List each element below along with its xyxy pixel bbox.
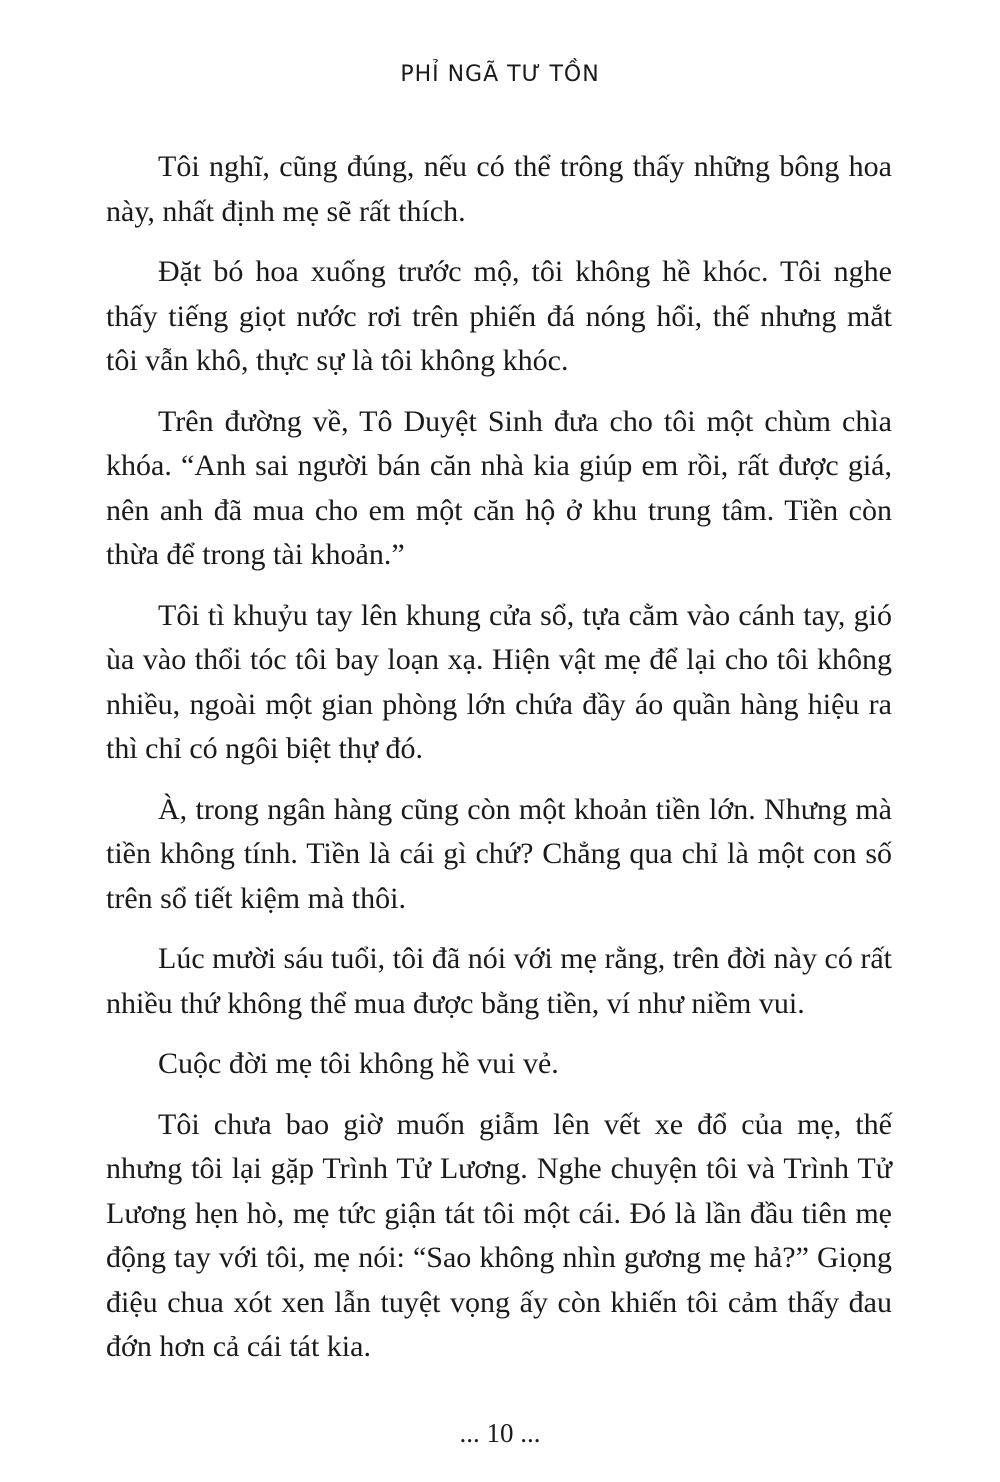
paragraph: Tôi tì khuỷu tay lên khung cửa sổ, tựa cằm vào cánh tay, gió ùa vào thổi tóc tôi bay loạn xạ. Hiện vật mẹ để lại cho tôi không nhiều, ngoài một gian phòng lớn chứa đầy áo quần hàng hiệu ra thì chỉ có ngôi biệt thự đó.: [106, 598, 892, 765]
paragraph: Tôi chưa bao giờ muốn giẫm lên vết xe đổ của mẹ, thế nhưng tôi lại gặp Trình Tử Lương. Nghe chuyện tôi và Trình Tử Lương hẹn hò, mẹ tức giận tát tôi một cái. Đó là lần đầu tiên mẹ động tay với tôi, mẹ nói: “Sao không nhìn gương mẹ hả?” Giọng điệu chua xót xen lẫn tuyệt vọng ấy còn khiến tôi cảm thấy đau đớn hơn cả cái tát kia.: [106, 1107, 892, 1363]
page-number: ... 10 ...: [459, 1418, 541, 1448]
paragraph: Tôi nghĩ, cũng đúng, nếu có thể trông thấy những bông hoa này, nhất định mẹ sẽ rất thích.: [106, 150, 892, 228]
paragraph: Trên đường về, Tô Duyệt Sinh đưa cho tôi một chùm chìa khóa. “Anh sai người bán căn nhà kia giúp em rồi, rất được giá, nên anh đã mua cho em một căn hộ ở khu trung tâm. Tiền còn thừa để trong tài khoản.”: [106, 404, 892, 571]
paragraph: Đặt bó hoa xuống trước mộ, tôi không hề khóc. Tôi nghe thấy tiếng giọt nước rơi trên phiến đá nóng hổi, thế nhưng mắt tôi vẫn khô, thực sự là tôi không khóc.: [106, 255, 892, 377]
paragraph: À, trong ngân hàng cũng còn một khoản tiền lớn. Nhưng mà tiền không tính. Tiền là cái gì chứ? Chẳng qua chỉ là một con số trên sổ tiết kiệm mà thôi.: [106, 792, 892, 915]
paragraph: Cuộc đời mẹ tôi không hề vui vẻ.: [158, 1047, 559, 1080]
body-text: [106, 145, 892, 1386]
running-title: PHỈ NGÃ TƯ TỒN: [400, 62, 600, 87]
paragraph: Lúc mười sáu tuổi, tôi đã nói với mẹ rằng, trên đời này có rất nhiều thứ không thể mua được bằng tiền, ví như niềm vui.: [106, 942, 892, 1020]
